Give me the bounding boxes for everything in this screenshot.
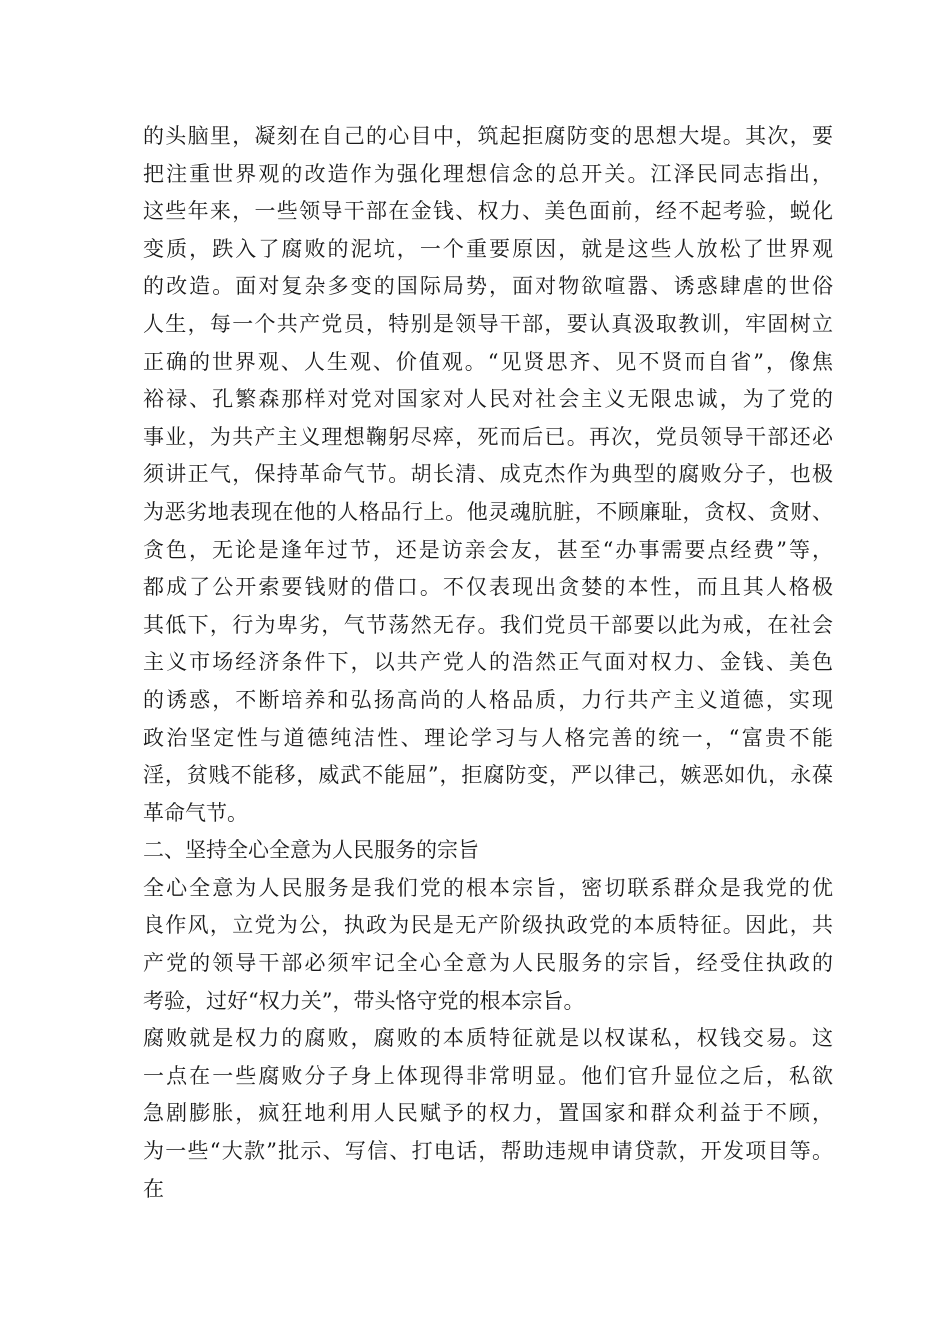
- text-line: 把注重世界观的改造作为强化理想信念的总开关。江泽民同志指出，: [143, 161, 833, 186]
- text-line: 变质，跌入了腐败的泥坑，一个重要原因，就是这些人放松了世界观: [143, 236, 833, 261]
- section-heading: 二、坚持全心全意为人民服务的宗旨: [143, 838, 479, 863]
- text-line: 为一些“大款”批示、写信、打电话，帮助违规申请贷款，开发项目等。: [143, 1139, 833, 1164]
- text-line: 裕禄、孔繁森那样对党对国家对人民对社会主义无限忠诚，为了党的: [143, 387, 833, 412]
- text-line: 急剧膨胀，疯狂地利用人民赋予的权力，置国家和群众利益于不顾，: [143, 1101, 833, 1126]
- text-line: 事业，为共产主义理想鞠躬尽瘁，死而后已。再次，党员领导干部还必: [143, 424, 833, 449]
- text-line: 的诱惑，不断培养和弘扬高尚的人格品质，力行共产主义道德，实现: [143, 687, 833, 712]
- text-line: 全心全意为人民服务是我们党的根本宗旨，密切联系群众是我党的优: [143, 875, 833, 900]
- text-line: 考验，过好“权力关”，带头恪守党的根本宗旨。: [143, 988, 585, 1013]
- text-line: 腐败就是权力的腐败，腐败的本质特征就是以权谋私，权钱交易。这: [143, 1026, 833, 1051]
- text-line: 政治坚定性与道德纯洁性、理论学习与人格完善的统一，“富贵不能: [143, 725, 833, 750]
- text-line: 一点在一些腐败分子身上体现得非常明显。他们官升显位之后，私欲: [143, 1063, 833, 1088]
- text-line: 都成了公开索要钱财的借口。不仅表现出贪婪的本性，而且其人格极: [143, 575, 833, 600]
- body-text: [143, 118, 833, 1208]
- text-line: 贪色，无论是逢年过节，还是访亲会友，甚至“办事需要点经费”等，: [143, 537, 833, 562]
- text-line: 为恶劣地表现在他的人格品行上。他灵魂肮脏，不顾廉耻，贪权、贪财、: [143, 499, 833, 524]
- text-line: 正确的世界观、人生观、价值观。“见贤思齐、见不贤而自省”，像焦: [143, 349, 833, 374]
- text-line: 产党的领导干部必须牢记全心全意为人民服务的宗旨，经受住执政的: [143, 951, 833, 976]
- text-line: 在: [143, 1176, 164, 1201]
- text-line: 革命气节。: [143, 800, 248, 825]
- text-line: 其低下，行为卑劣，气节荡然无存。我们党员干部要以此为戒，在社会: [143, 612, 833, 637]
- text-line: 这些年来，一些领导干部在金钱、权力、美色面前，经不起考验，蜕化: [143, 199, 833, 224]
- text-line: 的头脑里，凝刻在自己的心目中，筑起拒腐防变的思想大堤。其次，要: [143, 124, 833, 148]
- text-line: 人生，每一个共产党员，特别是领导干部，要认真汲取教训，牢固树立: [143, 311, 833, 336]
- text-line: 主义市场经济条件下，以共产党人的浩然正气面对权力、金钱、美色: [143, 650, 833, 675]
- text-line: 良作风，立党为公，执政为民是无产阶级执政党的本质特征。因此，共: [143, 913, 833, 938]
- text-line: 淫，贫贱不能移，威武不能屈”，拒腐防变，严以律己，嫉恶如仇，永葆: [143, 763, 833, 788]
- text-line: 须讲正气，保持革命气节。胡长清、成克杰作为典型的腐败分子，也极: [143, 462, 833, 487]
- text-line: 的改造。面对复杂多变的国际局势，面对物欲喧嚣、诱惑肆虐的世俗: [143, 274, 833, 299]
